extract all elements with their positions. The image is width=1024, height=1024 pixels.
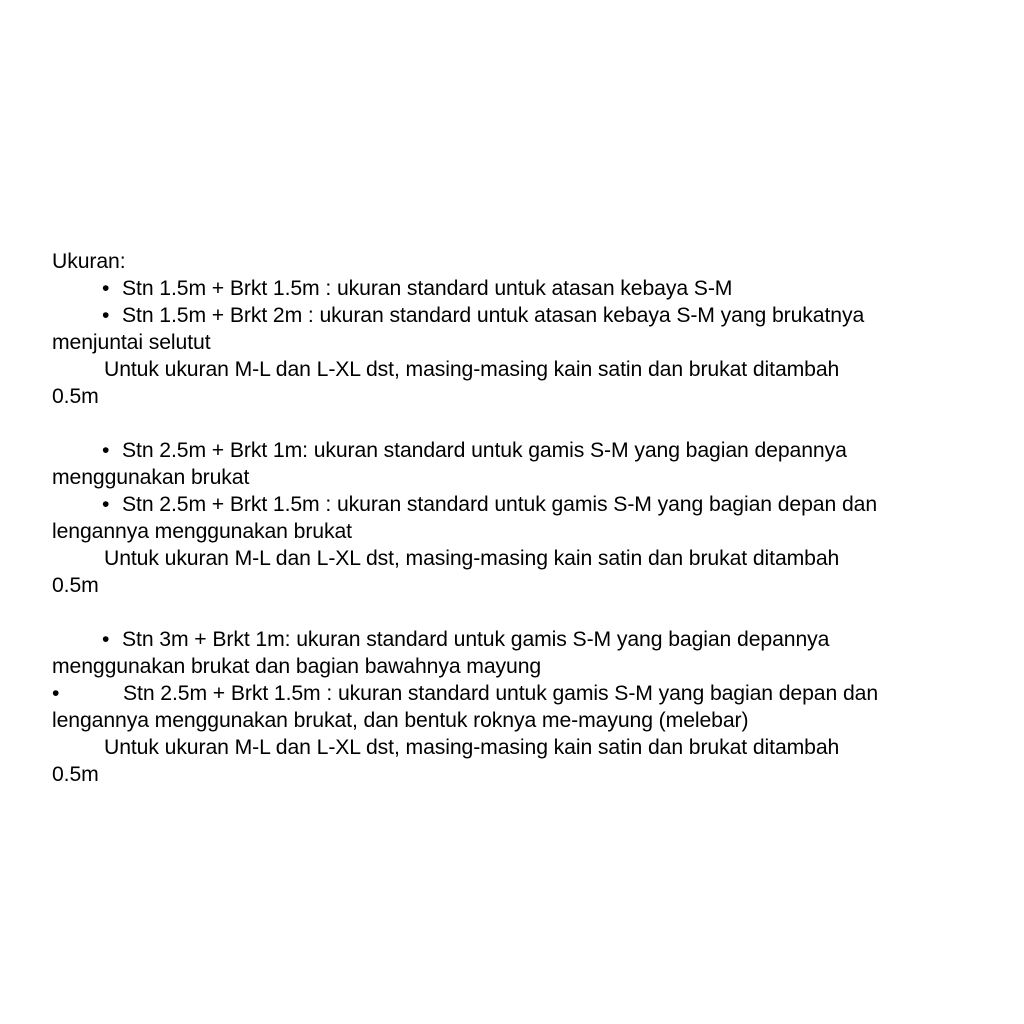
item-text: Stn 1.5m + Brkt 2m : ukuran standard untuk atasan kebaya S-M yang brukatnya bbox=[122, 304, 865, 327]
list-item bbox=[52, 302, 972, 356]
note-text-continued: 0.5m bbox=[52, 574, 99, 597]
spacer bbox=[52, 599, 972, 626]
bullet-icon: • bbox=[102, 493, 110, 516]
size-note bbox=[52, 734, 972, 788]
size-note bbox=[52, 545, 972, 599]
item-text: Stn 2.5m + Brkt 1.5m : ukuran standard untuk gamis S-M yang bagian depan dan bbox=[123, 682, 879, 705]
spacer bbox=[52, 410, 972, 437]
item-text-continued: lengannya menggunakan brukat bbox=[52, 520, 352, 543]
size-group-2 bbox=[52, 437, 972, 599]
item-text: Stn 3m + Brkt 1m: ukuran standard untuk gamis S-M yang bagian depannya bbox=[122, 628, 830, 651]
list-item bbox=[52, 680, 972, 734]
item-text-continued: menggunakan brukat bbox=[52, 466, 250, 489]
item-text: Stn 2.5m + Brkt 1.5m : ukuran standard untuk gamis S-M yang bagian depan dan bbox=[122, 493, 878, 516]
item-text: Stn 1.5m + Brkt 1.5m : ukuran standard untuk atasan kebaya S-M bbox=[122, 277, 733, 300]
size-group-3 bbox=[52, 626, 972, 788]
note-text-continued: 0.5m bbox=[52, 385, 99, 408]
size-guide-document bbox=[52, 248, 972, 788]
item-text-continued: menjuntai selutut bbox=[52, 331, 211, 354]
bullet-icon: • bbox=[102, 628, 110, 651]
item-text-continued: lengannya menggunakan brukat, dan bentuk roknya me-mayung (melebar) bbox=[52, 709, 749, 732]
bullet-icon: • bbox=[102, 439, 110, 462]
note-text-continued: 0.5m bbox=[52, 763, 99, 786]
list-item bbox=[52, 275, 972, 302]
note-text: Untuk ukuran M-L dan L-XL dst, masing-masing kain satin dan brukat ditambah bbox=[104, 547, 840, 570]
heading: Ukuran: bbox=[52, 250, 126, 273]
list-item bbox=[52, 437, 972, 491]
size-group-1 bbox=[52, 275, 972, 410]
note-text: Untuk ukuran M-L dan L-XL dst, masing-masing kain satin dan brukat ditambah bbox=[104, 736, 840, 759]
item-text-continued: menggunakan brukat dan bagian bawahnya mayung bbox=[52, 655, 542, 678]
item-text: Stn 2.5m + Brkt 1m: ukuran standard untuk gamis S-M yang bagian depannya bbox=[122, 439, 847, 462]
note-text: Untuk ukuran M-L dan L-XL dst, masing-masing kain satin dan brukat ditambah bbox=[104, 358, 840, 381]
list-item bbox=[52, 626, 972, 680]
bullet-icon: • bbox=[102, 277, 110, 300]
bullet-icon: • bbox=[52, 682, 60, 705]
list-item bbox=[52, 491, 972, 545]
bullet-icon: • bbox=[102, 304, 110, 327]
size-note bbox=[52, 356, 972, 410]
